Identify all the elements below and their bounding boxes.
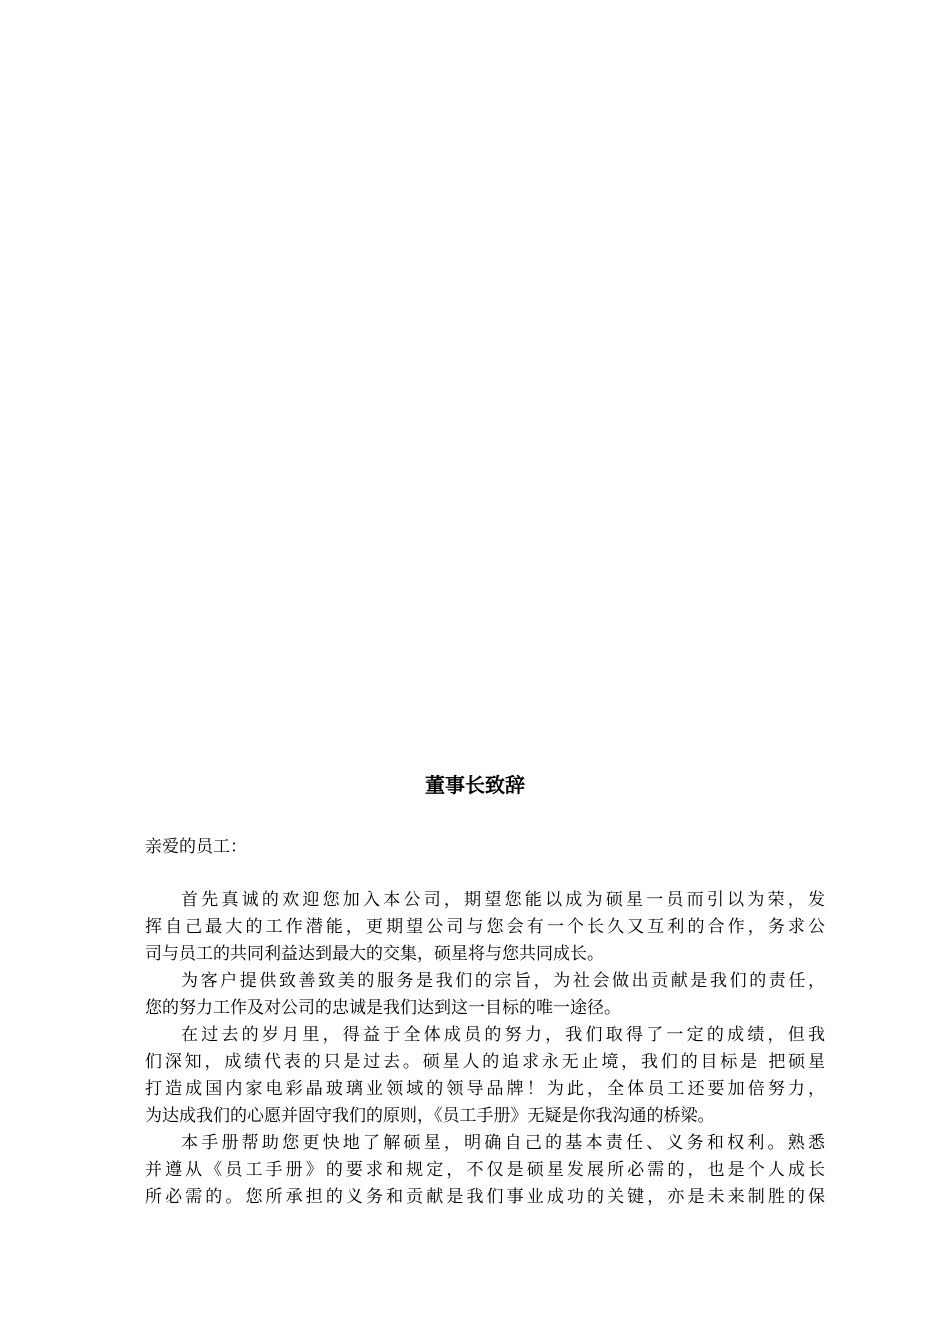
text-line: 为达成我们的心愿并固守我们的原则，《员工手册》无疑是你我沟通的桥梁。 (145, 1106, 715, 1126)
letter-body (145, 887, 825, 1211)
page-title: 董事长致辞 (425, 773, 525, 797)
text-line: 挥自己最大的工作潜能，更期望公司与您会有一个长久又互利的合作，务求公 (145, 917, 825, 937)
text-line: 所必需的。您所承担的义务和贡献是我们事业成功的关键，亦是未来制胜的保 (145, 1187, 825, 1207)
text-line: 司与员工的共同利益达到最大的交集，硕星将与您共同成长。 (145, 944, 604, 964)
text-line: 首先真诚的欢迎您加入本公司，期望您能以成为硕星一员而引以为荣，发 (181, 890, 825, 910)
text-line: 并遵从《员工手册》的要求和规定，不仅是硕星发展所必需的，也是个人成长 (145, 1160, 825, 1180)
text-line: 在过去的岁月里，得益于全体成员的努力，我们取得了一定的成绩，但我 (181, 1025, 825, 1045)
text-line: 们深知，成绩代表的只是过去。硕星人的追求永无止境，我们的目标是 把硕星 (145, 1052, 825, 1072)
text-line: 打造成国内家电彩晶玻璃业领域的领导品牌！为此，全体员工还要加倍努力， (145, 1079, 825, 1099)
text-line: 为客户提供致善致美的服务是我们的宗旨，为社会做出贡献是我们的责任， (181, 971, 825, 991)
salutation: 亲爱的员工： (145, 837, 247, 857)
text-line: 您的努力工作及对公司的忠诚是我们达到这一目标的唯一途径。 (145, 998, 621, 1018)
text-line: 本手册帮助您更快地了解硕星，明确自己的基本责任、义务和权利。熟悉 (181, 1133, 825, 1153)
